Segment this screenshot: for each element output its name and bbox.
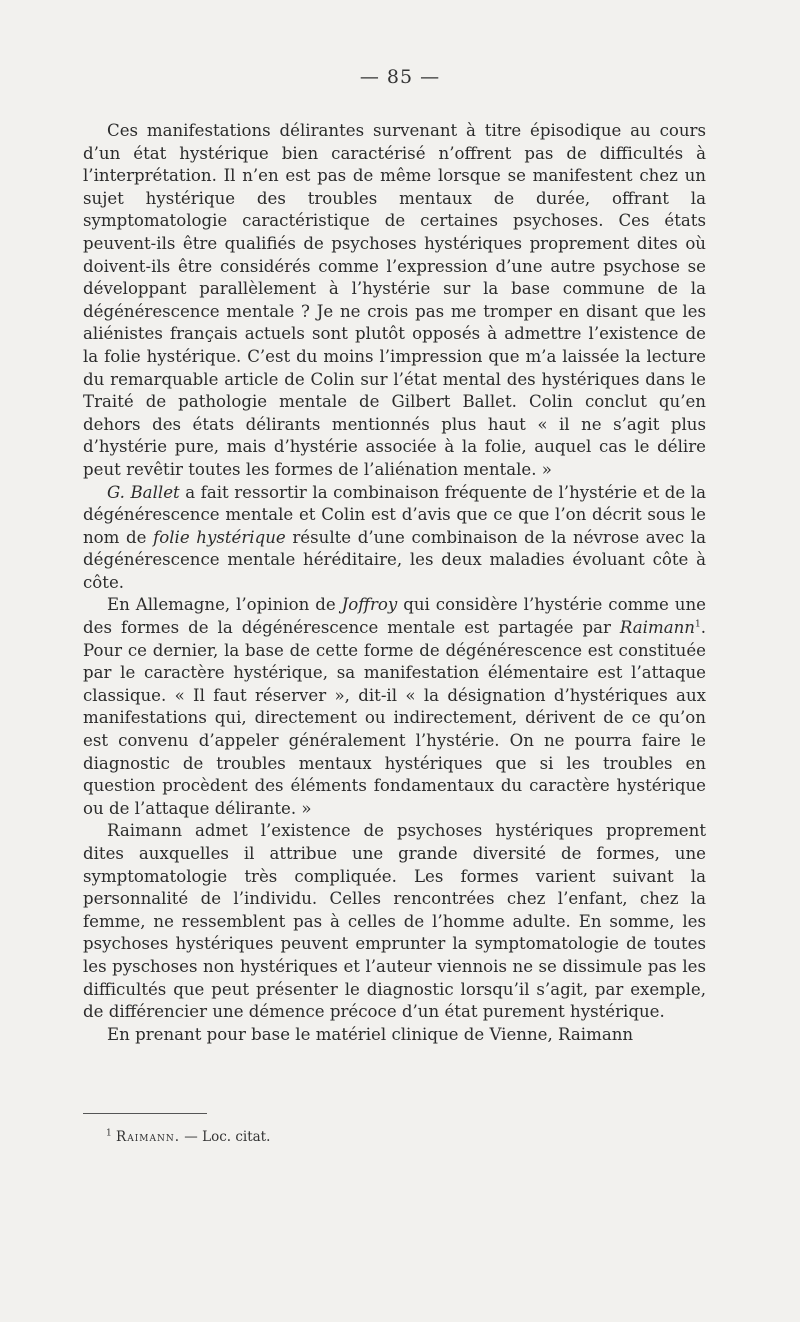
- italic-name: folie hystérique: [153, 527, 286, 547]
- text-run: Raimann admet l’existence de psychoses hystériques proprement dites auxquelles il attribue une grande diversité de formes, une symptomatologie très compliquée. Les formes varient suivant la personnalité de l’individu. Celles rencontrées chez l’enfant, chez la femme, ne ressemblent pas à celles de l’homme adulte. En somme, les psychoses hystériques peuvent emprunter la symptomatologie de toutes les pyschoses non hystériques et l’auteur viennois ne se dissimule pas les difficultés que peut présenter le diagnostic lorsqu’il s’agit, par exemple, de différencier une démence précoce d’un état purement hystérique.: [83, 821, 706, 1022]
- footnote-author: Raimann.: [116, 1129, 181, 1145]
- footnote: [106, 1129, 270, 1145]
- paragraph: [83, 482, 706, 595]
- paragraph: [83, 594, 706, 820]
- paragraph: [83, 820, 706, 1023]
- paragraph: [83, 120, 706, 482]
- italic-name: Raimann: [619, 618, 695, 638]
- italic-name: Joffroy: [341, 595, 398, 615]
- text-run: a fait ressortir la combinaison fréquente de l’hystérie et de la dégénérescence mentale et Colin est d’avis que ce que l’on décrit sous le nom de: [83, 482, 706, 547]
- text-run: En Allemagne, l’opinion de: [107, 595, 342, 615]
- text-run: . Pour ce dernier, la base de cette forme de dégénérescence est constituée par le caractère hystérique, sa manifestation élémentaire est l’attaque classique. « Il faut réserver », dit-il « la désignation d’hystériques aux manifestations qui, directement ou indirectement, dérivent de ce qu’on est convenu d’appeler généralement l’hystérie. On ne pourra faire le diagnostic de troubles mentaux hystériques que si les troubles en question procèdent des éléments fondamentaux du caractère hystérique ou de l’attaque délirante. »: [83, 618, 706, 818]
- paragraph: [83, 1024, 706, 1047]
- italic-name: G. Ballet: [107, 482, 180, 502]
- footnote-marker: 1: [106, 1128, 112, 1139]
- footnote-divider: [83, 1113, 207, 1114]
- text-run: Ces manifestations délirantes survenant à titre épisodique au cours d’un état hystérique bien caractérisé n’offrent pas de difficultés à l’interprétation. Il n’en est pas de même lorsque se manifestent chez un sujet hystérique des troubles mentaux de durée, offrant la symptomatologie caractéristique de certaines psychoses. Ces états peuvent-ils être qualifiés de psychoses hystériques proprement dites où doivent-ils être considérés comme l’expression d’une autre psychose se développant parallèlement à l’hystérie sur la base commune de la dégénérescence mentale ? Je ne crois pas me tromper en disant que les aliénistes français actuels sont plutôt opposés à admettre l’existence de la folie hystérique. C’est du moins l’impression que m’a laissée la lecture du remarquable article de Colin sur l’état mental des hystériques dans le Traité de pathologie mentale de Gilbert Ballet. Colin conclut qu’en dehors des états délirants mentionnés plus haut « il ne s’agit plus d’hystérie pure, mais d’hystérie associée à la folie, auquel cas le délire peut revêtir toutes les formes de l’aliénation mentale. »: [83, 121, 706, 479]
- page-number: — 85 —: [359, 66, 441, 88]
- text-run: qui considère l’hystérie comme une des formes de la dégénérescence mentale est partagée par: [83, 595, 706, 638]
- text-run: En prenant pour base le matériel clinique de Vienne, Raimann: [107, 1024, 634, 1044]
- footnote-text: — Loc. citat.: [180, 1129, 271, 1145]
- text-run: résulte d’une combinaison de la névrose avec la dégénérescence mentale héréditaire, les deux maladies évoluant côte à côte.: [83, 527, 706, 592]
- body-text: [83, 120, 706, 1046]
- footnote-reference: 1: [694, 619, 701, 630]
